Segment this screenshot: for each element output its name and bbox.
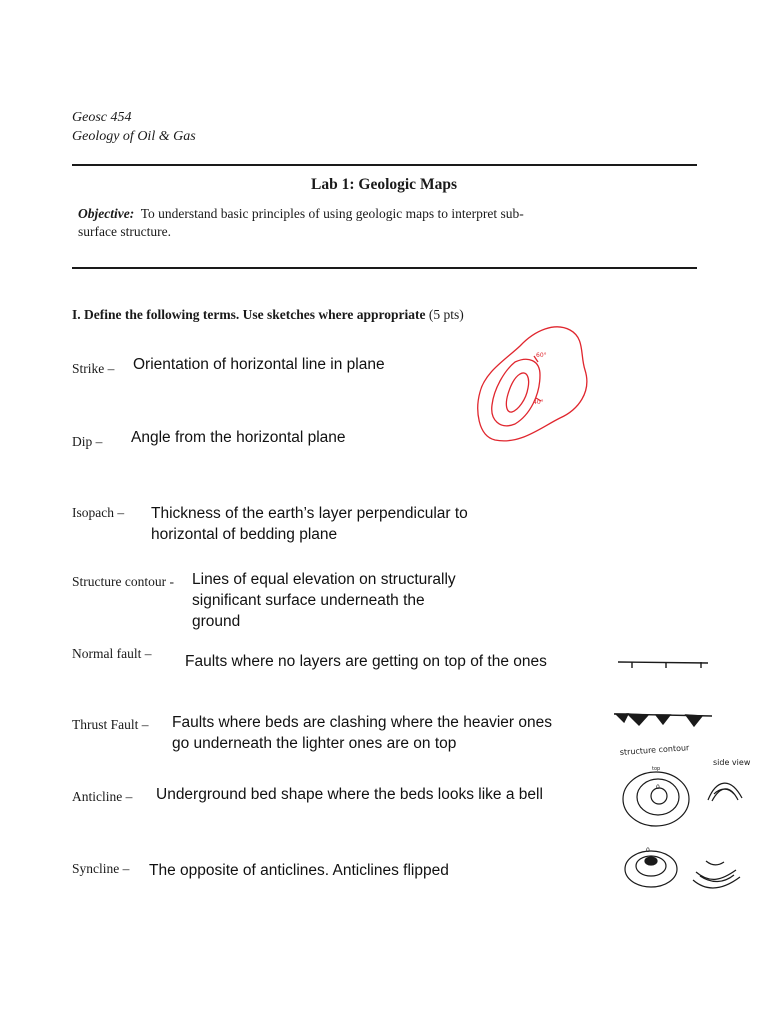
answer-anticline: Underground bed shape where the beds looks like a bell <box>156 786 543 803</box>
term-structure-contour: Structure contour - <box>72 574 174 589</box>
answer-normal-fault: Faults where no layers are getting on top of the ones <box>185 653 547 670</box>
answer-line: ground <box>192 613 241 630</box>
syncline-sketch <box>625 847 740 888</box>
term-normal-fault: Normal fault – <box>72 646 152 661</box>
answer-line: horizontal of bedding plane <box>151 526 338 543</box>
course-code: Geosc 454 <box>72 110 132 125</box>
answer-line: Thickness of the earth’s layer perpendicular to <box>151 505 468 522</box>
lab-title: Lab 1: Geologic Maps <box>311 176 457 193</box>
term-syncline: Syncline – <box>72 861 130 876</box>
section-points: (5 pts) <box>428 307 464 322</box>
normal-fault-symbol <box>618 662 708 668</box>
anticline-zero-label: 0 <box>656 784 660 791</box>
term-isopach: Isopach – <box>72 505 125 520</box>
answer-strike: Orientation of horizontal line in plane <box>133 356 385 373</box>
course-name: Geology of Oil & Gas <box>72 129 196 144</box>
section-heading-text: I. Define the following terms. Use sketches where appropriate <box>72 307 426 322</box>
answer-syncline: The opposite of anticlines. Anticlines flipped <box>149 862 449 879</box>
term-dip: Dip – <box>72 434 103 449</box>
answer-dip: Angle from the horizontal plane <box>131 429 346 446</box>
thrust-fault-symbol <box>614 714 712 726</box>
answer-line: go underneath the lighter ones are on top <box>172 735 457 752</box>
syncline-zero-label: 0 <box>646 847 650 854</box>
side-view-label: side view <box>713 758 751 767</box>
objective-line-2: surface structure. <box>78 224 171 239</box>
top-label: top <box>652 766 661 772</box>
dip-label-40: 40° <box>533 399 544 406</box>
answer-line: Lines of equal elevation on structurally <box>192 571 456 588</box>
objective-line-1: To understand basic principles of using geologic maps to interpret sub- <box>140 206 524 221</box>
objective-label: Objective: <box>78 206 135 221</box>
structure-contour-label: structure contour <box>619 743 690 757</box>
answer-line: Faults where beds are clashing where the heavier ones <box>172 714 552 731</box>
answer-line: significant surface underneath the <box>192 592 425 609</box>
term-thrust-fault: Thrust Fault – <box>72 717 149 732</box>
term-strike: Strike – <box>72 361 115 376</box>
term-anticline: Anticline – <box>72 789 133 804</box>
dip-label-60: 60° <box>536 352 547 359</box>
anticline-sketch <box>620 743 751 826</box>
strike-dip-sketch <box>478 327 587 441</box>
